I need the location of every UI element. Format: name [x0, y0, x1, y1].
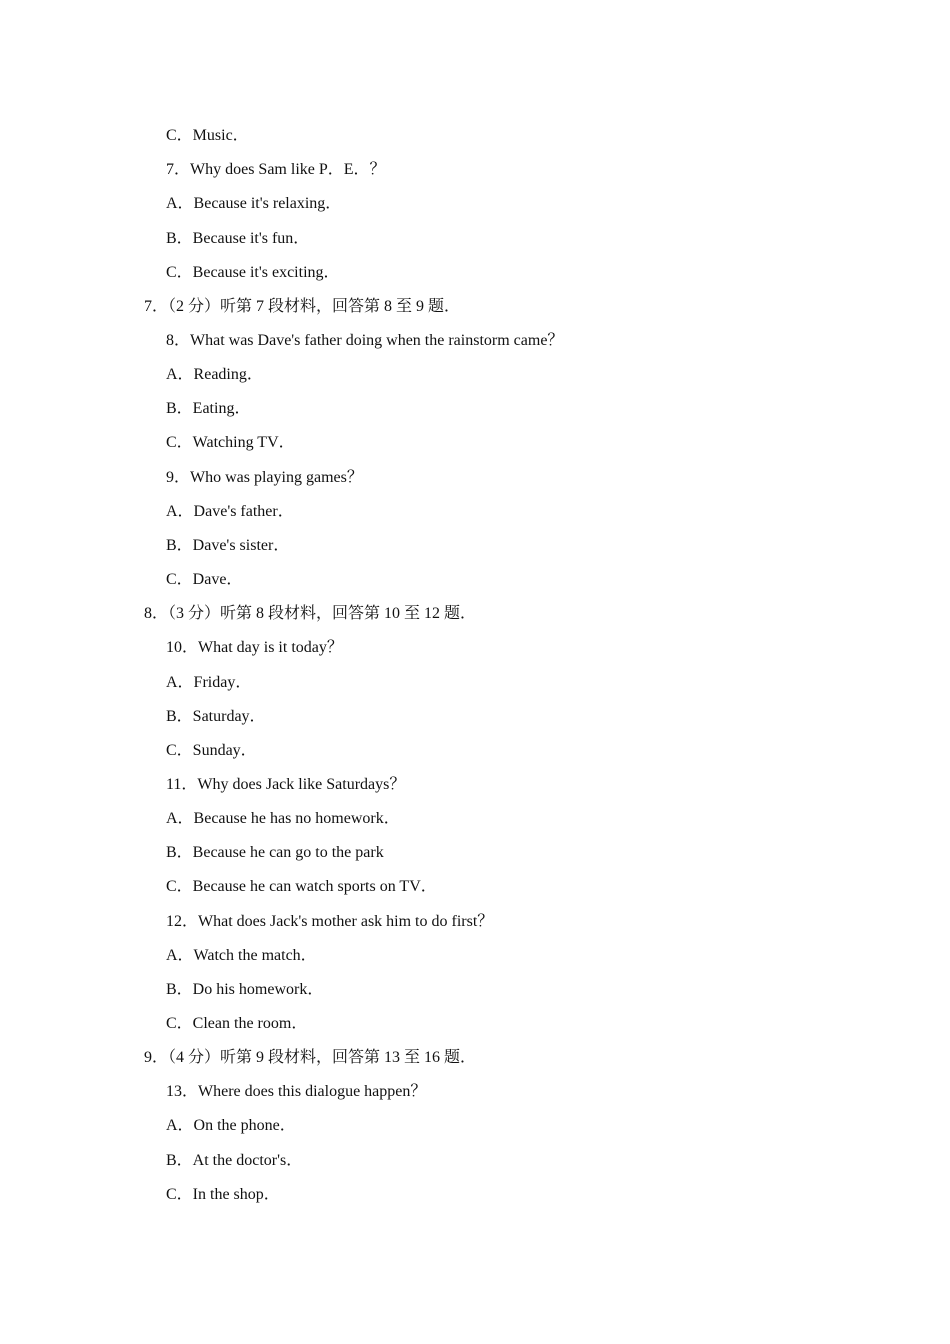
question-10: 10．What day is it today？	[166, 639, 343, 656]
answer-option: B．Do his homework．	[166, 981, 324, 998]
answer-option: A．Dave's father．	[166, 503, 294, 520]
answer-option: C．Music．	[166, 127, 249, 144]
question-9: 9．Who was playing games？	[166, 469, 363, 486]
section-header-7: 7．（2 分）听第 7 段材料，回答第 8 至 9 题．	[144, 298, 461, 315]
answer-option: C．Clean the room．	[166, 1015, 308, 1032]
answer-option: B．Saturday．	[166, 708, 266, 725]
answer-option: A．Watch the match．	[166, 947, 317, 964]
answer-option: B．Because it's fun．	[166, 230, 310, 247]
question-8: 8．What was Dave's father doing when the rainstorm came？	[166, 332, 564, 349]
answer-option: C．In the shop．	[166, 1186, 280, 1203]
answer-option: B．Eating．	[166, 400, 251, 417]
section-header-8: 8．（3 分）听第 8 段材料，回答第 10 至 12 题．	[144, 605, 477, 622]
answer-option: B．Dave's sister．	[166, 537, 290, 554]
answer-option: A．Because it's relaxing．	[166, 195, 342, 212]
answer-option: A．Friday．	[166, 674, 252, 691]
answer-option: A．Because he has no homework．	[166, 810, 400, 827]
answer-option: A．Reading．	[166, 366, 263, 383]
question-11: 11．Why does Jack like Saturdays？	[166, 776, 406, 793]
answer-option: B．Because he can go to the park	[166, 844, 384, 861]
question-13: 13．Where does this dialogue happen？	[166, 1083, 427, 1100]
answer-option: C．Because he can watch sports on TV．	[166, 878, 437, 895]
question-12: 12．What does Jack's mother ask him to do first？	[166, 913, 494, 930]
answer-option: C．Watching TV．	[166, 434, 295, 451]
answer-option: C．Dave．	[166, 571, 243, 588]
answer-option: B．At the doctor's．	[166, 1152, 303, 1169]
answer-option: C．Because it's exciting．	[166, 264, 340, 281]
section-header-9: 9．（4 分）听第 9 段材料，回答第 13 至 16 题．	[144, 1049, 477, 1066]
question-7: 7．Why does Sam like P．E．？	[166, 161, 386, 178]
answer-option: A．On the phone．	[166, 1117, 296, 1134]
answer-option: C．Sunday．	[166, 742, 257, 759]
